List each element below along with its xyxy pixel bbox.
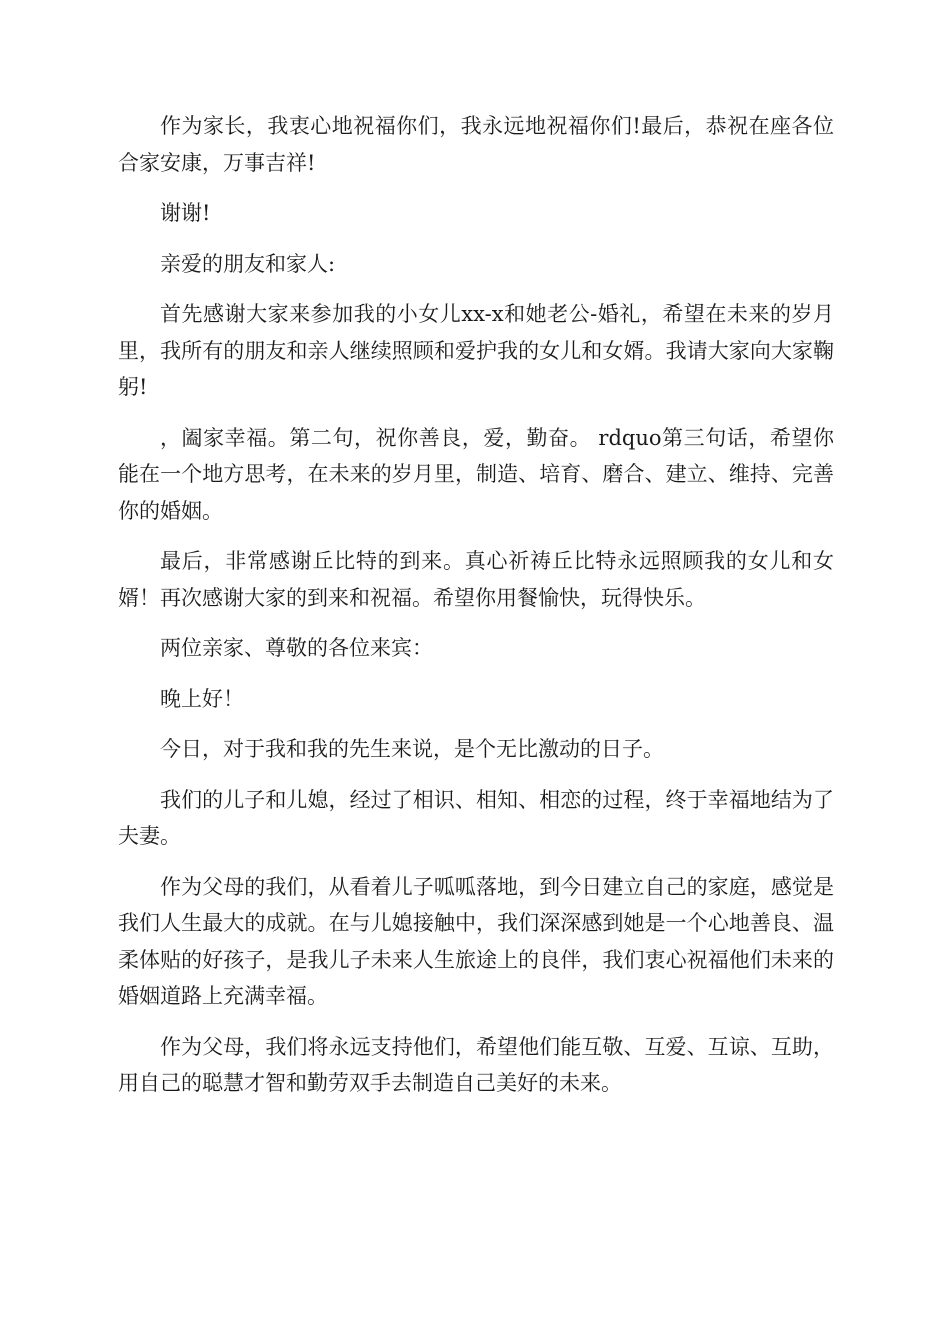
paragraph-good-evening: 晚上好！ bbox=[160, 686, 244, 711]
document-body bbox=[118, 108, 834, 1116]
paragraph-greeting-guests: 两位亲家、尊敬的各位来宾： bbox=[160, 636, 433, 660]
paragraph-final-thanks: 最后，非常感谢丘比特的到来。真心祈祷丘比特永远照顾我的女儿和女婿！再次感谢大家的到来和祝福。希望你用餐愉快，玩得快乐。 bbox=[118, 549, 834, 610]
paragraph-thanks: 谢谢! bbox=[160, 201, 211, 225]
paragraph-wishes: ，阖家幸福。第二句，祝你善良，爱，勤奋。 rdquo第三句话，希望你能在一个地方思考，在未来的岁月里，制造、培育、磨合、建立、维持、完善你的婚姻。 bbox=[118, 425, 834, 523]
paragraph-couple: 我们的儿子和儿媳，经过了相识、相知、相恋的过程，终于幸福地结为了夫妻。 bbox=[118, 787, 834, 848]
paragraph-greeting-friends: 亲爱的朋友和家人: bbox=[160, 251, 336, 276]
paragraph-blessing-closing: 作为家长，我衷心地祝福你们，我永远地祝福你们!最后，恭祝在座各位合家安康，万事吉祥! bbox=[118, 114, 834, 175]
paragraph-parents-support: 作为父母，我们将永远支持他们，希望他们能互敬、互爱、互谅、互助，用自己的聪慧才智和勤劳双手去制造自己美好的未来。 bbox=[118, 1034, 834, 1095]
paragraph-today: 今日，对于我和我的先生来说，是个无比激动的日子。 bbox=[160, 737, 664, 761]
paragraph-parents-achievement: 作为父母的我们，从看着儿子呱呱落地，到今日建立自己的家庭，感觉是我们人生最大的成就。在与儿媳接触中，我们深深感到她是一个心地善良、温柔体贴的好孩子，是我儿子未来人生旅途上的良伴，我们衷心祝福他们未来的婚姻道路上充满幸福。 bbox=[118, 874, 834, 1008]
paragraph-thanks-wedding: 首先感谢大家来参加我的小女儿xx-x和她老公-婚礼，希望在未来的岁月里，我所有的朋友和亲人继续照顾和爱护我的女儿和女婿。我请大家向大家鞠躬! bbox=[118, 302, 834, 399]
